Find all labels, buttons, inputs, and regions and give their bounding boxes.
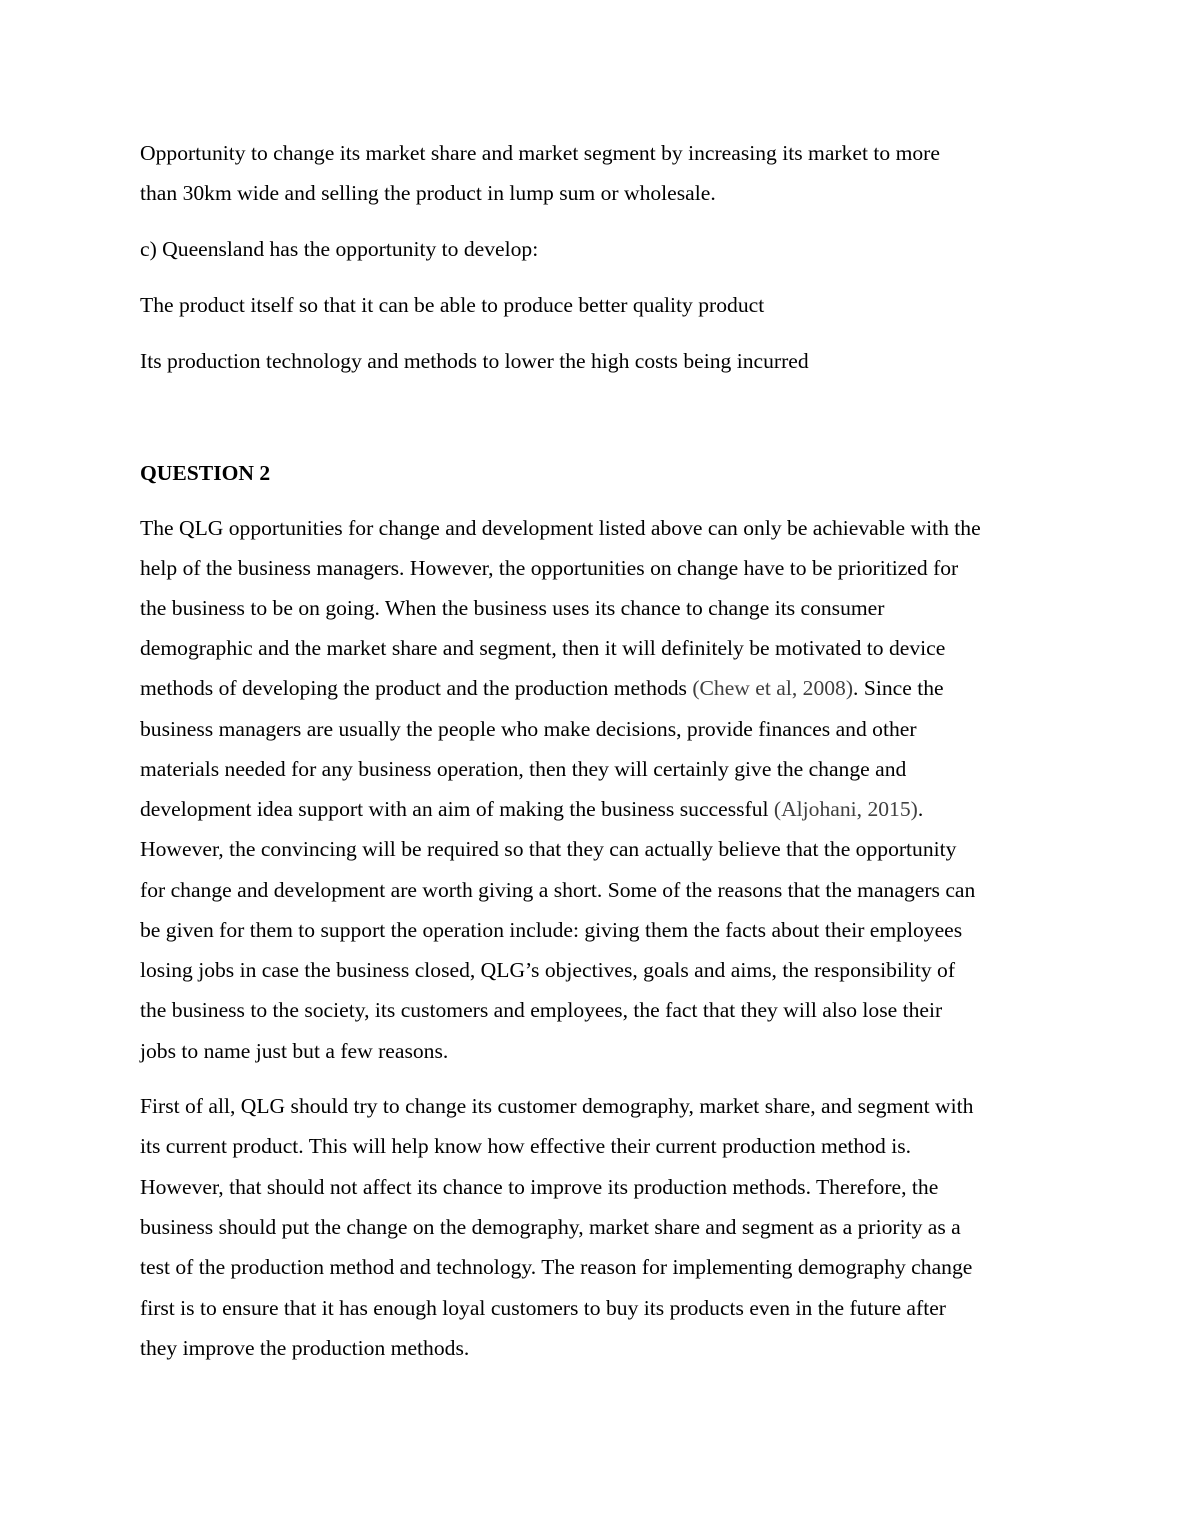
p1-line-4: demographic and the market share and segment, then it will definitely be motivated to device (140, 636, 946, 660)
p1-line-9: However, the convincing will be required so that they can actually believe that the opportunity (140, 837, 957, 861)
list-item-product: The product itself so that it can be able to produce better quality product (140, 293, 765, 317)
citation-chew: (Chew et al, 2008) (692, 676, 854, 700)
p1-line-2: help of the business managers. However, the opportunities on change have to be prioritized for (140, 556, 959, 580)
p1-line-12: losing jobs in case the business closed, QLG’s objectives, goals and aims, the responsibility of (140, 958, 956, 982)
list-item-technology: Its production technology and methods to lower the high costs being incurred (140, 349, 809, 373)
p1-line-8 (140, 799, 923, 821)
p1-line-5 (140, 678, 944, 700)
p1-line-14: jobs to name just but a few reasons. (140, 1039, 449, 1063)
section-heading: QUESTION 2 (140, 461, 271, 485)
p2-line-5: test of the production method and technology. The reason for implementing demography change (140, 1255, 973, 1279)
p1-line-13: the business to the society, its customers and employees, the fact that they will also lose their (140, 998, 943, 1022)
intro-line-2: than 30km wide and selling the product in lump sum or wholesale. (140, 181, 716, 205)
list-heading: c) Queensland has the opportunity to develop: (140, 237, 539, 261)
citation-aljohani: (Aljohani, 2015) (773, 797, 918, 821)
p1-line-1: The QLG opportunities for change and development listed above can only be achievable with the (140, 516, 981, 540)
p1-line-11: be given for them to support the operation include: giving them the facts about their employees (140, 918, 963, 942)
p2-line-7: they improve the production methods. (140, 1336, 470, 1360)
p2-line-3: However, that should not affect its chance to improve its production methods. Therefore, the (140, 1175, 939, 1199)
p2-line-1: First of all, QLG should try to change its customer demography, market share, and segment with (140, 1094, 974, 1118)
p1-line-5-end: . Since the (853, 676, 944, 700)
p1-line-6: business managers are usually the people who make decisions, provide finances and other (140, 717, 917, 741)
intro-line-1: Opportunity to change its market share and market segment by increasing its market to more (140, 141, 940, 165)
p1-line-10: for change and development are worth giving a short. Some of the reasons that the managers can (140, 878, 976, 902)
p2-line-4: business should put the change on the demography, market share and segment as a priority as a (140, 1215, 961, 1239)
p1-line-7: materials needed for any business operation, then they will certainly give the change and (140, 757, 907, 781)
p1-line-8-end: . (917, 797, 924, 821)
p2-line-2: its current product. This will help know how effective their current production method is. (140, 1134, 911, 1158)
p2-line-6: first is to ensure that it has enough loyal customers to buy its products even in the future after (140, 1296, 946, 1320)
p1-line-3: the business to be on going. When the business uses its chance to change its consumer (140, 596, 885, 620)
p1-line-5-text: methods of developing the product and the production methods (140, 676, 693, 700)
p1-line-8-text: development idea support with an aim of making the business successful (140, 797, 774, 821)
